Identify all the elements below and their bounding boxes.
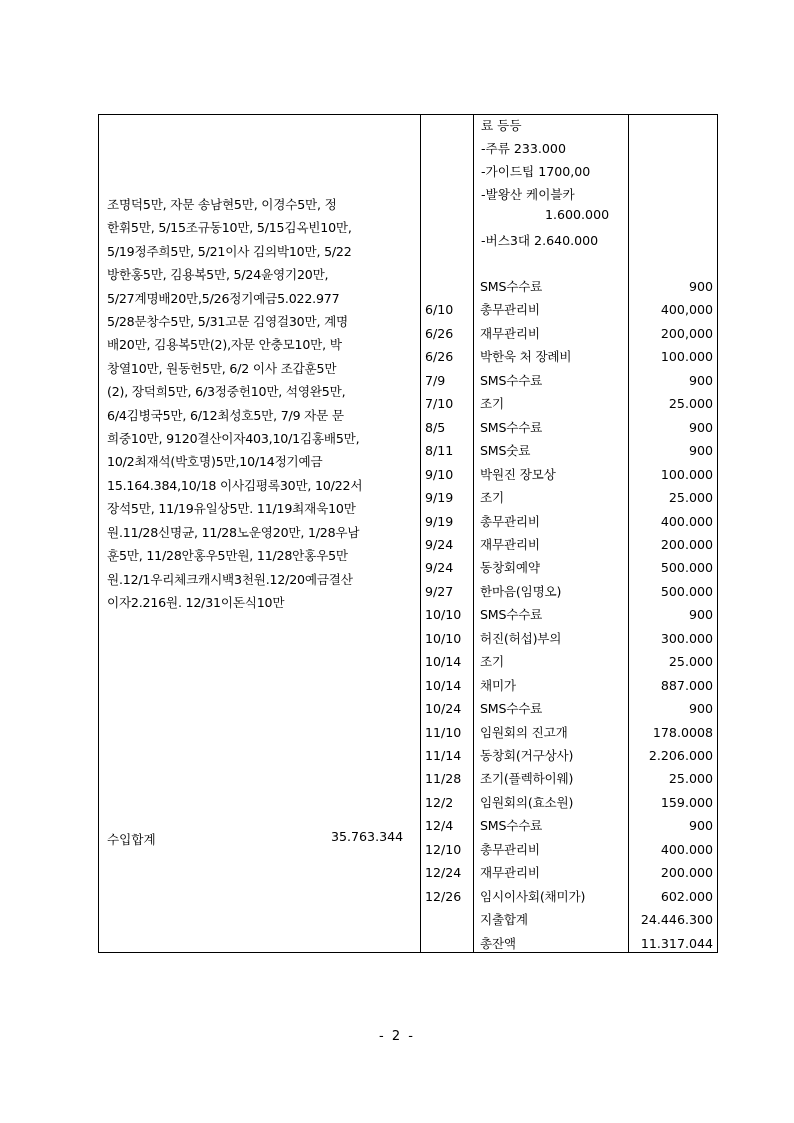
expense-amount: 900: [688, 701, 713, 717]
income-line: 10/2최재석(박호명)5만,10/14정기예금: [107, 454, 323, 470]
expense-row: [99, 486, 719, 509]
expense-item: 박원진 장모상: [480, 466, 556, 482]
expense-row: [99, 650, 719, 673]
expense-amount: 900: [688, 818, 713, 834]
expense-date: 12/4: [425, 818, 454, 834]
expense-item: 조기: [480, 654, 504, 670]
expense-item: SMS수수료: [480, 607, 543, 623]
expense-item: 총무관리비: [480, 841, 540, 857]
expense-amount: 2.206.000: [648, 748, 713, 763]
income-line: 방한홍5만, 김용복5만, 5/24윤영기20만,: [107, 267, 329, 283]
expense-date: 9/27: [425, 583, 454, 599]
expense-amount: 178.0008: [652, 724, 713, 740]
expense-item: 조기: [480, 396, 504, 412]
expense-amount: 159.000: [660, 794, 713, 810]
expense-amount: 25.000: [668, 654, 713, 670]
expense-row: [99, 392, 719, 415]
expense-note-line: -버스3대 2.640.000: [481, 233, 599, 248]
expense-date: 9/24: [425, 536, 454, 552]
expense-amount: 500.000: [660, 583, 713, 599]
expense-item: 재무관리비: [480, 325, 540, 341]
income-line: 원.12/1우리체크캐시백3천원.12/20예금결산: [107, 571, 353, 587]
expense-date: 10/14: [425, 654, 462, 670]
expense-item: 동창회(거구상사): [480, 748, 574, 763]
expense-item: SMS수수료: [480, 818, 543, 834]
expense-row: [99, 721, 719, 744]
expense-amount: 100.000: [660, 349, 713, 365]
expense-row: [99, 463, 719, 486]
page-number: - 2 -: [379, 1029, 415, 1044]
expense-row: [99, 416, 719, 439]
expense-date: 6/10: [425, 302, 454, 318]
expense-amount: 25.000: [668, 490, 713, 506]
expense-date: 12/10: [425, 841, 462, 857]
expense-date: 12/2: [425, 794, 454, 810]
expense-date: 7/10: [425, 396, 454, 412]
expense-row: [99, 674, 719, 697]
expense-row: [99, 510, 719, 533]
expense-row: [99, 791, 719, 814]
income-line: (2), 장덕희5만, 6/3정중헌10만, 석영완5만,: [107, 384, 346, 400]
income-line: 장석5만, 11/19유일상5만. 11/19최재욱10만: [107, 501, 356, 517]
expense-row: [99, 369, 719, 392]
expense-amount: 900: [688, 443, 713, 459]
income-line: 창열10만, 원동헌5만, 6/2 이사 조갑훈5만: [107, 360, 337, 376]
income-line: 배20만, 김용복5만(2),자문 안충모10만, 박: [107, 337, 342, 353]
expense-date: 11/10: [425, 724, 462, 740]
expense-amount: 24.446.300: [640, 912, 713, 928]
expense-item: 임원회의(효소원): [480, 794, 574, 810]
expense-amount: 300.000: [660, 630, 713, 646]
expense-row: [99, 298, 719, 321]
expense-row: [99, 345, 719, 368]
expense-amount: 25.000: [668, 396, 713, 412]
expense-item: 동창회예약: [480, 560, 540, 576]
expense-date: 11/14: [425, 748, 462, 763]
expense-row: [99, 697, 719, 720]
expense-amount: 900: [688, 279, 713, 294]
expense-note-line: -가이드팁 1700,00: [481, 164, 591, 179]
expense-note-line: -주류 233.000: [481, 141, 566, 156]
expense-date: 10/10: [425, 630, 462, 646]
expense-item: SMS수수료: [480, 279, 543, 294]
expense-row: [99, 603, 719, 626]
expense-item: 허진(허섭)부의: [480, 630, 562, 646]
expense-date: 7/9: [425, 372, 446, 388]
income-line: 5/28문창수5만, 5/31고문 김영걸30만, 계명: [107, 314, 349, 330]
expense-item: 조기(플렉하이웨): [480, 771, 574, 787]
expense-row: [99, 275, 719, 298]
expense-amount: 200,000: [660, 325, 713, 341]
expense-row: [99, 439, 719, 462]
income-line: 훈5만, 11/28안홍우5만원, 11/28안홍우5만: [107, 548, 348, 564]
expense-note-line: 1.600.000: [545, 207, 610, 222]
expense-date: 12/26: [425, 888, 462, 904]
expense-date: 10/10: [425, 607, 462, 623]
expense-item: 한마음(임명오): [480, 583, 562, 599]
expense-amount: 602.000: [660, 888, 713, 904]
expense-date: 6/26: [425, 325, 454, 341]
expense-amount: 887.000: [660, 677, 713, 693]
expense-amount: 900: [688, 607, 713, 623]
income-total-value: 35.763.344: [331, 829, 404, 844]
expense-note-line: -발왕산 케이블카: [481, 187, 575, 202]
expense-item: SMS수수료: [480, 419, 543, 435]
expense-amount: 400.000: [660, 513, 713, 529]
expense-item: 지출합계: [480, 912, 528, 928]
expense-amount: 25.000: [668, 771, 713, 787]
expense-date: 10/24: [425, 701, 462, 717]
income-line: 5/19정주희5만, 5/21이사 김의박10만, 5/22: [107, 243, 352, 259]
income-line: 한휘5만, 5/15조규동10만, 5/15김옥빈10만,: [107, 220, 352, 236]
income-line: 15.164.384,10/18 이사김평록30만, 10/22서: [107, 477, 363, 493]
expense-row: [99, 814, 719, 837]
expense-date: 8/5: [425, 419, 446, 435]
expense-item: 조기: [480, 490, 504, 506]
expense-item: 임원회의 진고개: [480, 724, 568, 740]
expense-row: [99, 767, 719, 790]
expense-date: 6/26: [425, 349, 454, 365]
expense-date: 9/19: [425, 490, 454, 506]
income-line: 5/27계명배20만,5/26정기예금5.022.977: [107, 290, 340, 306]
expense-row: [99, 908, 719, 931]
income-line: 6/4김병국5만, 6/12최성호5만, 7/9 자문 문: [107, 407, 344, 423]
expense-item: 총잔액: [480, 935, 516, 951]
expense-item: SMS수수료: [480, 372, 543, 388]
expense-row: [99, 861, 719, 884]
income-line: 이자2.216원. 12/31이돈식10만: [107, 594, 285, 610]
expense-item: 총무관리비: [480, 302, 540, 318]
expense-amount: 900: [688, 372, 713, 388]
expense-date: 9/10: [425, 466, 454, 482]
income-line: 원.11/28신명균, 11/28노운영20만, 1/28우남: [107, 524, 360, 540]
expense-amount: 200.000: [660, 536, 713, 552]
expense-row: [99, 556, 719, 579]
expense-row: [99, 533, 719, 556]
expense-amount: 100.000: [660, 466, 713, 482]
expense-item: SMS숫료: [480, 443, 531, 459]
expense-item: 박한욱 처 장례비: [480, 349, 572, 365]
expense-item: 재무관리비: [480, 536, 540, 552]
expense-row: [99, 322, 719, 345]
expense-item: 총무관리비: [480, 513, 540, 529]
expense-row: [99, 838, 719, 861]
expense-row: [99, 744, 719, 767]
expense-amount: 400.000: [660, 841, 713, 857]
expense-item: 재무관리비: [480, 865, 540, 881]
ledger-table: [98, 114, 718, 953]
expense-amount: 200.000: [660, 865, 713, 881]
expense-note-line: 료 등등: [481, 118, 522, 133]
expense-date: 9/24: [425, 560, 454, 576]
expense-row: [99, 627, 719, 650]
expense-date: 10/14: [425, 677, 462, 693]
expense-date: 8/11: [425, 443, 454, 459]
income-total-label: 수입합계: [107, 832, 156, 847]
expense-item: 임시이사회(채미가): [480, 888, 586, 904]
income-line: 조명덕5만, 자문 송남현5만, 이경수5만, 정: [107, 197, 337, 212]
expense-amount: 900: [688, 419, 713, 435]
expense-item: 채미가: [480, 677, 516, 693]
income-line: 희중10만, 9120결산이자403,10/1김홍배5만,: [107, 431, 360, 447]
expense-item: SMS수수료: [480, 701, 543, 717]
expense-amount: 500.000: [660, 560, 713, 576]
expense-row: [99, 885, 719, 908]
expense-date: 9/19: [425, 513, 454, 529]
expense-row: [99, 932, 719, 955]
expense-amount: 400,000: [660, 302, 713, 318]
expense-row: [99, 580, 719, 603]
expense-date: 11/28: [425, 771, 462, 787]
expense-date: 12/24: [425, 865, 462, 881]
expense-amount: 11.317.044: [640, 935, 713, 951]
